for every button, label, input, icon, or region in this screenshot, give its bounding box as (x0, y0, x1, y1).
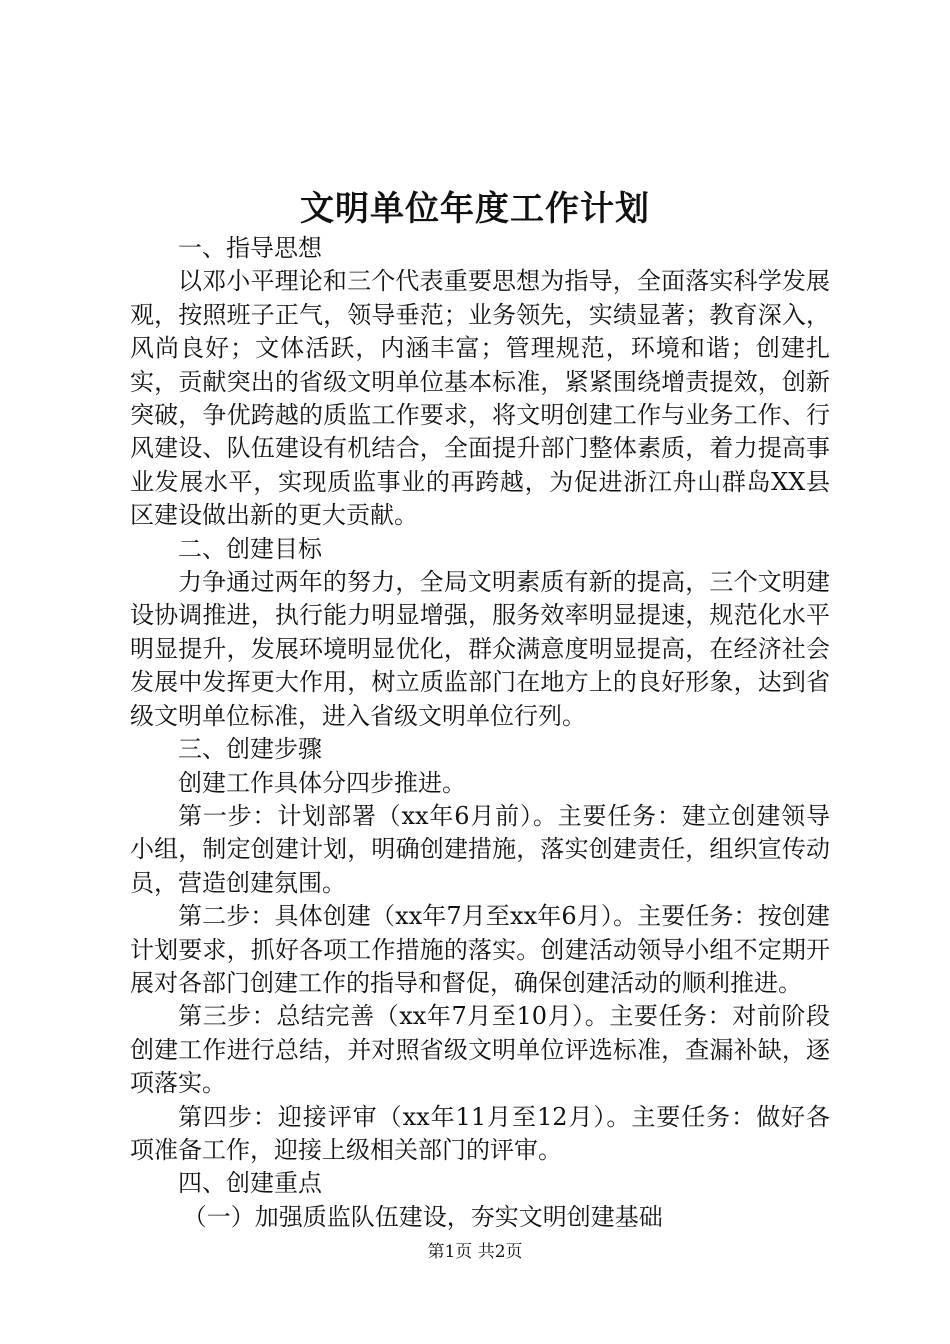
page-footer: 第1页 共2页 (427, 1242, 523, 1262)
step-4-paragraph: 第四步：迎接评审（xx年11月至12月）。主要任务：做好各项准备工作，迎接上级相关部门的评审。 (130, 1102, 830, 1164)
document-title: 文明单位年度工作计划 (300, 189, 650, 229)
section-1-heading: 一、指导思想 (178, 234, 322, 262)
step-3-paragraph: 第三步：总结完善（xx年7月至10月）。主要任务：对前阶段创建工作进行总结，并对照省级文明单位评选标准，查漏补缺，逐项落实。 (130, 1002, 830, 1098)
step-2-paragraph: 第二步：具体创建（xx年7月至xx年6月）。主要任务：按创建计划要求，抓好各项工作措施的落实。创建活动领导小组不定期开展对各部门创建工作的指导和督促，确保创建活动的顺利推进。 (130, 902, 830, 997)
section-2-paragraph: 力争通过两年的努力，全局文明素质有新的提高，三个文明建设协调推进，执行能力明显增强，服务效率明显提速，规范化水平明显提升，发展环境明显优化，群众满意度明显提高，在经济社会发展中发挥更大作用，树立质监部门在地方上的良好形象，达到省级文明单位标准，进入省级文明单位行列。 (130, 568, 830, 730)
document-body (130, 232, 830, 1234)
section-2-heading: 二、创建目标 (178, 534, 322, 563)
step-1-paragraph: 第一步：计划部署（xx年6月前）。主要任务：建立创建领导小组，制定创建计划，明确创建措施，落实创建责任，组织宣传动员，营造创建氛围。 (130, 801, 830, 897)
section-4-subheading-1: （一）加强质监队伍建设，夯实文明创建基础 (182, 1202, 663, 1231)
section-3-heading: 三、创建步骤 (178, 735, 322, 764)
section-4-heading: 四、创建重点 (178, 1169, 322, 1198)
section-1-paragraph: 以邓小平理论和三个代表重要思想为指导，全面落实科学发展观，按照班子正气，领导垂范；业务领先，实绩显著；教育深入，风尚良好；文体活跃，内涵丰富；管理规范，环境和谐；创建扎实，贡献突出的省级文明单位基本标准，紧紧围绕增责提效，创新突破，争优跨越的质监工作要求，将文明创建工作与业务工作、行风建设、队伍建设有机结合，全面提升部门整体素质，着力提高事业发展水平，实现质监事业的再跨越，为促进浙江舟山群岛XX县区建设做出新的更大贡献。 (130, 267, 830, 530)
section-3-intro: 创建工作具体分四步推进。 (178, 768, 466, 797)
